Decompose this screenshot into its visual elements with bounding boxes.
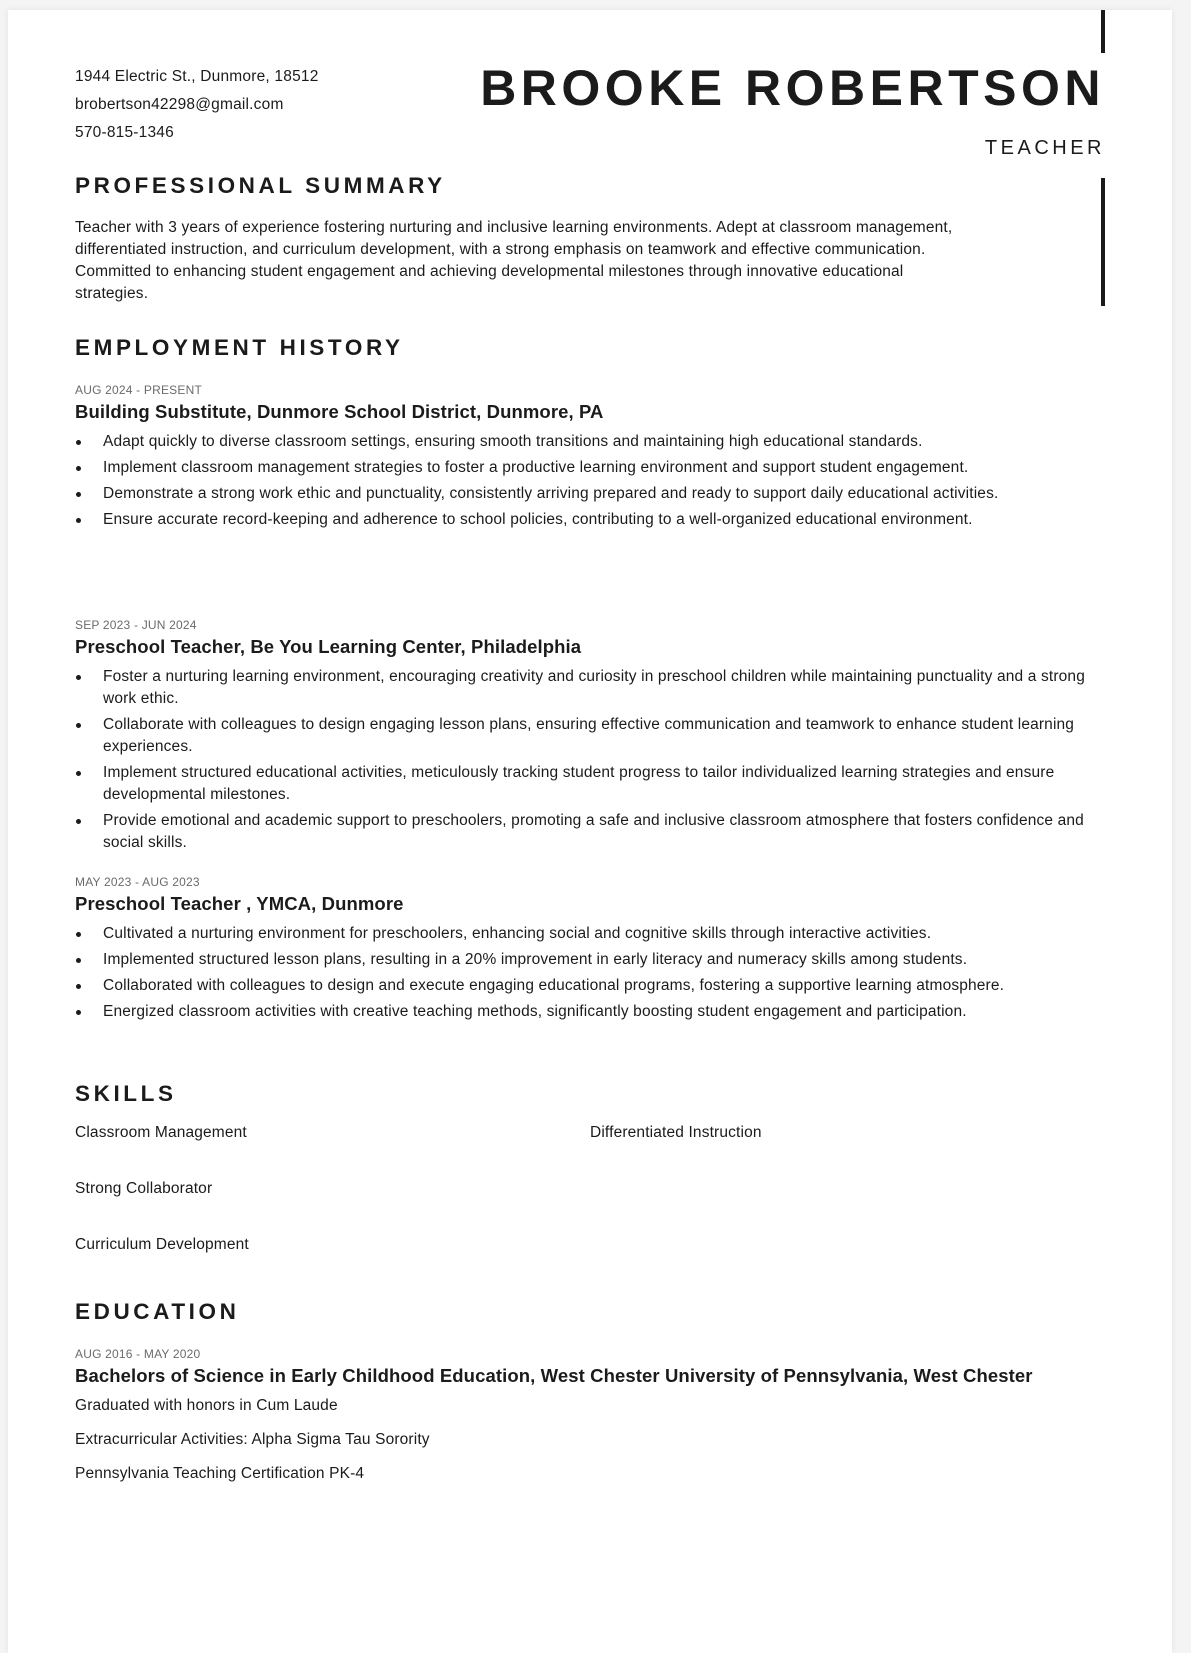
bullet-text: Ensure accurate record-keeping and adherence to school policies, contributing to a well-organized educational environment. bbox=[103, 511, 973, 528]
bullet-text: Adapt quickly to diverse classroom settings, ensuring smooth transitions and maintaining high educational standards. bbox=[103, 433, 923, 450]
education-dates: AUG 2016 - MAY 2020 bbox=[75, 1347, 201, 1361]
list-item bbox=[75, 949, 1105, 971]
skill-item: Classroom Management bbox=[75, 1124, 247, 1141]
bullet-icon bbox=[76, 466, 81, 471]
bullet-icon bbox=[76, 492, 81, 497]
contact-email: brobertson42298@gmail.com bbox=[75, 96, 284, 113]
bullet-text: Implement structured educational activities, meticulously tracking student progress to tailor individualized learning strategies and ensure developmental milestones. bbox=[103, 764, 1055, 803]
bullet-text: Foster a nurturing learning environment, encouraging creativity and curiosity in preschool children while maintaining punctuality and a strong work ethic. bbox=[103, 668, 1085, 707]
job-bullets bbox=[75, 923, 1105, 1027]
list-item bbox=[75, 714, 1105, 758]
job-bullets bbox=[75, 666, 1105, 858]
skill-item: Curriculum Development bbox=[75, 1236, 249, 1253]
section-title-education: EDUCATION bbox=[75, 1299, 240, 1324]
summary-text: Teacher with 3 years of experience fostering nurturing and inclusive learning environments. Adept at classroom management, differentiated instruction, and curriculum development, with a strong emphasis on teamwork and effective communication. Committed to enhancing student engagement and achieving developmental milestones through innovative educational strategies. bbox=[75, 219, 953, 302]
section-title-summary: PROFESSIONAL SUMMARY bbox=[75, 173, 446, 198]
candidate-name: BROOKE ROBERTSON bbox=[480, 60, 1105, 116]
job-title: Building Substitute, Dunmore School District, Dunmore, PA bbox=[75, 401, 604, 422]
bullet-text: Implement classroom management strategies to foster a productive learning environment and support student engagement. bbox=[103, 459, 969, 476]
bullet-icon bbox=[76, 819, 81, 824]
education-detail: Extracurricular Activities: Alpha Sigma Tau Sorority bbox=[75, 1431, 430, 1448]
bullet-icon bbox=[76, 984, 81, 989]
bullet-icon bbox=[76, 723, 81, 728]
bullet-text: Collaborated with colleagues to design and execute engaging educational programs, fostering a supportive learning atmosphere. bbox=[103, 977, 1005, 994]
bullet-icon bbox=[76, 518, 81, 523]
list-item bbox=[75, 509, 1105, 531]
list-item bbox=[75, 483, 1105, 505]
contact-phone: 570-815-1346 bbox=[75, 124, 174, 141]
list-item bbox=[75, 810, 1105, 854]
job-title: Preschool Teacher , YMCA, Dunmore bbox=[75, 893, 404, 914]
list-item bbox=[75, 975, 1105, 997]
education-detail: Pennsylvania Teaching Certification PK-4 bbox=[75, 1465, 365, 1482]
contact-block bbox=[75, 63, 319, 147]
list-item bbox=[75, 762, 1105, 806]
bullet-text: Implemented structured lesson plans, resulting in a 20% improvement in early literacy and numeracy skills among students. bbox=[103, 951, 968, 968]
education-detail: Graduated with honors in Cum Laude bbox=[75, 1397, 338, 1414]
skill-item: Strong Collaborator bbox=[75, 1180, 213, 1197]
contact-address: 1944 Electric St., Dunmore, 18512 bbox=[75, 68, 319, 85]
accent-bar-top bbox=[1101, 10, 1105, 53]
section-title-employment: EMPLOYMENT HISTORY bbox=[75, 335, 404, 360]
accent-bar-middle bbox=[1101, 178, 1105, 306]
job-dates: SEP 2023 - JUN 2024 bbox=[75, 618, 197, 632]
bullet-icon bbox=[76, 771, 81, 776]
list-item bbox=[75, 1001, 1105, 1023]
list-item bbox=[75, 666, 1105, 710]
bullet-icon bbox=[76, 958, 81, 963]
skill-item: Differentiated Instruction bbox=[590, 1124, 762, 1141]
job-dates: AUG 2024 - PRESENT bbox=[75, 383, 202, 397]
list-item bbox=[75, 431, 1105, 453]
bullet-icon bbox=[76, 932, 81, 937]
list-item bbox=[75, 457, 1105, 479]
bullet-text: Collaborate with colleagues to design engaging lesson plans, ensuring effective communication and teamwork to enhance student learning experiences. bbox=[103, 716, 1075, 755]
list-item bbox=[75, 923, 1105, 945]
bullet-text: Cultivated a nurturing environment for preschoolers, enhancing social and cognitive skills through interactive activities. bbox=[103, 925, 932, 942]
job-bullets bbox=[75, 431, 1105, 535]
bullet-icon bbox=[76, 440, 81, 445]
resume-page bbox=[8, 10, 1172, 1653]
candidate-role: TEACHER bbox=[984, 137, 1105, 159]
bullet-text: Energized classroom activities with creative teaching methods, significantly boosting student engagement and participation. bbox=[103, 1003, 967, 1020]
job-title: Preschool Teacher, Be You Learning Center, Philadelphia bbox=[75, 636, 582, 657]
bullet-text: Provide emotional and academic support to preschoolers, promoting a safe and inclusive classroom atmosphere that fosters confidence and social skills. bbox=[103, 812, 1084, 851]
bullet-icon bbox=[76, 1010, 81, 1015]
bullet-icon bbox=[76, 675, 81, 680]
section-title-skills: SKILLS bbox=[75, 1081, 177, 1106]
bullet-text: Demonstrate a strong work ethic and punctuality, consistently arriving prepared and ready to support daily educational activities. bbox=[103, 485, 999, 502]
education-degree: Bachelors of Science in Early Childhood Education, West Chester University of Pennsylvania, West Chester bbox=[75, 1365, 1033, 1386]
job-dates: MAY 2023 - AUG 2023 bbox=[75, 875, 200, 889]
